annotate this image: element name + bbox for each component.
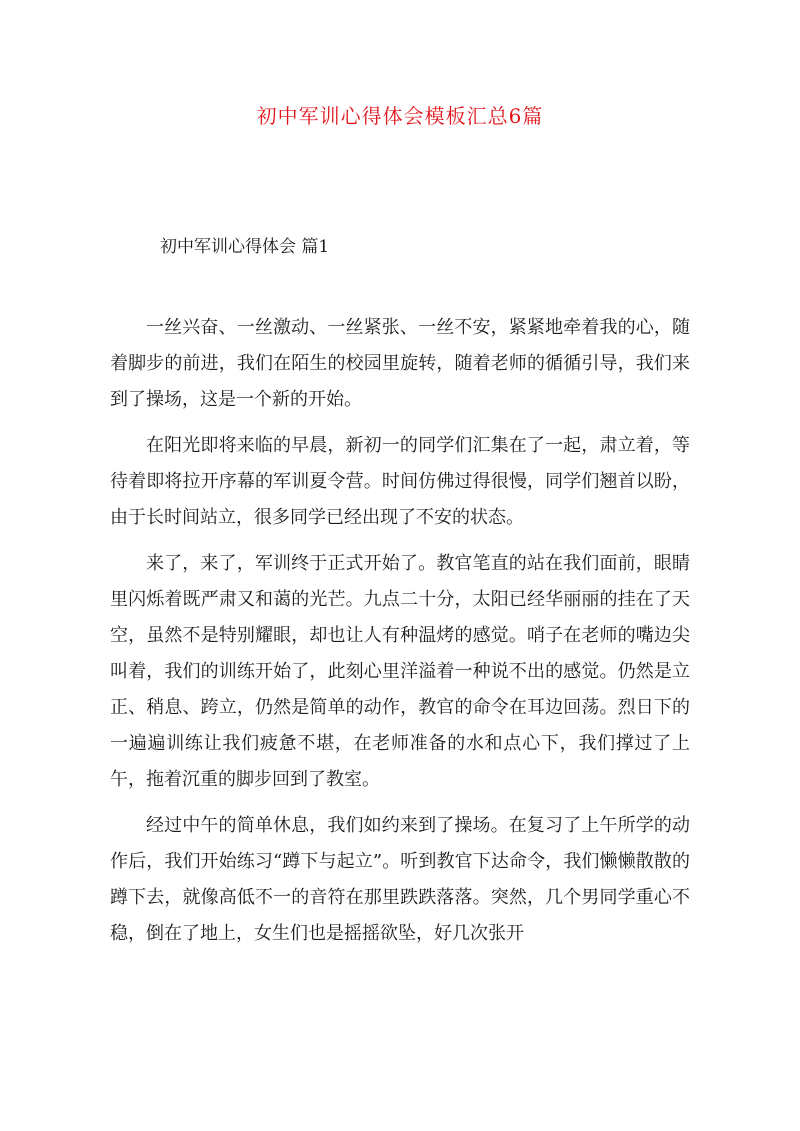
paragraph: 一丝兴奋、一丝激动、一丝紧张、一丝不安，紧紧地牵着我的心，随着脚步的前进，我们在陌生的校园里旋转，随着老师的循循引导，我们来到了操场，这是一个新的开始。 <box>110 317 690 410</box>
document-title: 初中军训心得体会模板汇总6篇 <box>256 104 544 128</box>
paragraph: 经过中午的简单休息，我们如约来到了操场。在复习了上午所学的动作后，我们开始练习“蹲下与起立”。听到教官下达命令，我们懒懒散散的蹲下去，就像高低不一的音符在那里跌跌落落。突然，几个男同学重心不稳，倒在了地上，女生们也是摇摇欲坠，好几次张开 <box>110 815 690 944</box>
section-heading: 初中军训心得体会 篇1 <box>160 237 330 257</box>
document-body <box>110 310 690 962</box>
paragraph: 在阳光即将来临的早晨，新初一的同学们汇集在了一起，肃立着，等待着即将拉开序幕的军训夏令营。时间仿佛过得很慢，同学们翘首以盼，由于长时间站立，很多同学已经出现了不安的状态。 <box>110 435 690 528</box>
paragraph: 来了，来了，军训终于正式开始了。教官笔直的站在我们面前，眼睛里闪烁着既严肃又和蔼的光芒。九点二十分，太阳已经华丽丽的挂在了天空，虽然不是特别耀眼，却也让人有种温烤的感觉。哨子在老师的嘴边尖叫着，我们的训练开始了，此刻心里洋溢着一种说不出的感觉。仍然是立正、稍息、跨立，仍然是简单的动作，教官的命令在耳边回荡。烈日下的一遍遍训练让我们疲惫不堪，在老师准备的水和点心下，我们撑过了上午，拖着沉重的脚步回到了教室。 <box>110 553 690 790</box>
